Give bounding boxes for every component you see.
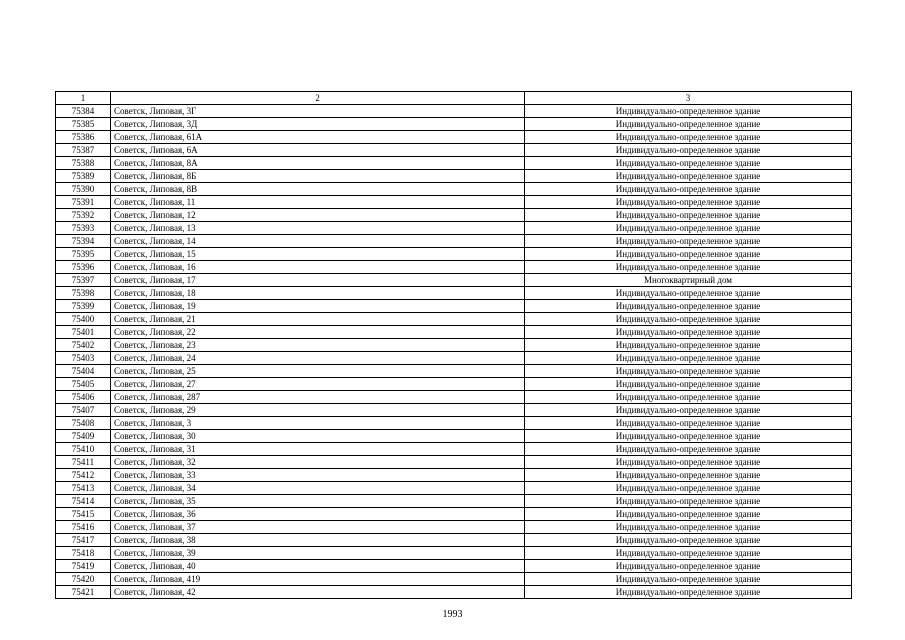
table-row bbox=[56, 222, 852, 235]
cell-address: Советск, Липовая, 14 bbox=[111, 235, 525, 248]
table-row bbox=[56, 209, 852, 222]
cell-address: Советск, Липовая, 24 bbox=[111, 352, 525, 365]
table-row bbox=[56, 430, 852, 443]
table-row bbox=[56, 508, 852, 521]
cell-object-type: Индивидуально-определенное здание bbox=[525, 456, 852, 469]
cell-address: Советск, Липовая, 23 bbox=[111, 339, 525, 352]
cell-address: Советск, Липовая, 31 bbox=[111, 443, 525, 456]
cell-address: Советск, Липовая, 40 bbox=[111, 560, 525, 573]
cell-object-type: Индивидуально-определенное здание bbox=[525, 118, 852, 131]
table-row bbox=[56, 144, 852, 157]
cell-number: 75395 bbox=[56, 248, 111, 261]
cell-object-type: Индивидуально-определенное здание bbox=[525, 144, 852, 157]
cell-number: 75419 bbox=[56, 560, 111, 573]
cell-number: 75392 bbox=[56, 209, 111, 222]
cell-address: Советск, Липовая, 17 bbox=[111, 274, 525, 287]
cell-number: 75412 bbox=[56, 469, 111, 482]
cell-object-type: Индивидуально-определенное здание bbox=[525, 235, 852, 248]
cell-number: 75420 bbox=[56, 573, 111, 586]
cell-number: 75403 bbox=[56, 352, 111, 365]
table-row bbox=[56, 274, 852, 287]
cell-number: 75416 bbox=[56, 521, 111, 534]
cell-address: Советск, Липовая, 27 bbox=[111, 378, 525, 391]
table-row bbox=[56, 404, 852, 417]
cell-address: Советск, Липовая, 419 bbox=[111, 573, 525, 586]
cell-object-type: Индивидуально-определенное здание bbox=[525, 417, 852, 430]
cell-object-type: Индивидуально-определенное здание bbox=[525, 326, 852, 339]
table-row bbox=[56, 248, 852, 261]
cell-number: 75393 bbox=[56, 222, 111, 235]
table-row bbox=[56, 443, 852, 456]
cell-address: Советск, Липовая, 21 bbox=[111, 313, 525, 326]
table-row bbox=[56, 521, 852, 534]
cell-address: Советск, Липовая, 12 bbox=[111, 209, 525, 222]
cell-object-type: Многоквартирный дом bbox=[525, 274, 852, 287]
table-body bbox=[56, 92, 852, 599]
cell-number: 75406 bbox=[56, 391, 111, 404]
cell-object-type: Индивидуально-определенное здание bbox=[525, 352, 852, 365]
cell-address: Советск, Липовая, 42 bbox=[111, 586, 525, 599]
cell-object-type: Индивидуально-определенное здание bbox=[525, 521, 852, 534]
cell-address: Советск, Липовая, 29 bbox=[111, 404, 525, 417]
cell-object-type: Индивидуально-определенное здание bbox=[525, 183, 852, 196]
cell-address: Советск, Липовая, 6А bbox=[111, 144, 525, 157]
cell-address: Советск, Липовая, 33 bbox=[111, 469, 525, 482]
table-row bbox=[56, 365, 852, 378]
table-row bbox=[56, 560, 852, 573]
cell-object-type: Индивидуально-определенное здание bbox=[525, 560, 852, 573]
cell-address: Советск, Липовая, 39 bbox=[111, 547, 525, 560]
table-row bbox=[56, 170, 852, 183]
cell-object-type: Индивидуально-определенное здание bbox=[525, 313, 852, 326]
cell-address: Советск, Липовая, 22 bbox=[111, 326, 525, 339]
table-row bbox=[56, 456, 852, 469]
cell-address: Советск, Липовая, 8В bbox=[111, 183, 525, 196]
cell-address: Советск, Липовая, 3 bbox=[111, 417, 525, 430]
cell-number: 75394 bbox=[56, 235, 111, 248]
cell-address: Советск, Липовая, 30 bbox=[111, 430, 525, 443]
cell-object-type: Индивидуально-определенное здание bbox=[525, 534, 852, 547]
cell-object-type: Индивидуально-определенное здание bbox=[525, 573, 852, 586]
cell-object-type: Индивидуально-определенное здание bbox=[525, 586, 852, 599]
cell-address: Советск, Липовая, 37 bbox=[111, 521, 525, 534]
cell-object-type: Индивидуально-определенное здание bbox=[525, 443, 852, 456]
cell-object-type: Индивидуально-определенное здание bbox=[525, 482, 852, 495]
cell-number: 75405 bbox=[56, 378, 111, 391]
table-row bbox=[56, 261, 852, 274]
cell-number: 75408 bbox=[56, 417, 111, 430]
table-row bbox=[56, 534, 852, 547]
table-row bbox=[56, 313, 852, 326]
cell-number: 75404 bbox=[56, 365, 111, 378]
table-row bbox=[56, 300, 852, 313]
table-row bbox=[56, 378, 852, 391]
cell-object-type: Индивидуально-определенное здание bbox=[525, 495, 852, 508]
cell-number: 75421 bbox=[56, 586, 111, 599]
table-row bbox=[56, 586, 852, 599]
cell-number: 75396 bbox=[56, 261, 111, 274]
cell-address: Советск, Липовая, 34 bbox=[111, 482, 525, 495]
cell-address: Советск, Липовая, 61А bbox=[111, 131, 525, 144]
cell-address: Советск, Липовая, 15 bbox=[111, 248, 525, 261]
cell-object-type: Индивидуально-определенное здание bbox=[525, 430, 852, 443]
cell-address: Советск, Липовая, 18 bbox=[111, 287, 525, 300]
table-row bbox=[56, 547, 852, 560]
cell-address: Советск, Липовая, 16 bbox=[111, 261, 525, 274]
table-row bbox=[56, 339, 852, 352]
cell-object-type: Индивидуально-определенное здание bbox=[525, 391, 852, 404]
cell-address: Советск, Липовая, 32 bbox=[111, 456, 525, 469]
cell-number: 75388 bbox=[56, 157, 111, 170]
cell-number: 75401 bbox=[56, 326, 111, 339]
cell-address: Советск, Липовая, 287 bbox=[111, 391, 525, 404]
cell-number: 75410 bbox=[56, 443, 111, 456]
cell-number: 75386 bbox=[56, 131, 111, 144]
cell-object-type: Индивидуально-определенное здание bbox=[525, 469, 852, 482]
table-row bbox=[56, 352, 852, 365]
cell-object-type: Индивидуально-определенное здание bbox=[525, 300, 852, 313]
cell-object-type: Индивидуально-определенное здание bbox=[525, 131, 852, 144]
cell-number: 75402 bbox=[56, 339, 111, 352]
cell-object-type: Индивидуально-определенное здание bbox=[525, 365, 852, 378]
cell-address: Советск, Липовая, 19 bbox=[111, 300, 525, 313]
table-row bbox=[56, 183, 852, 196]
cell-number: 75411 bbox=[56, 456, 111, 469]
cell-number: 75399 bbox=[56, 300, 111, 313]
cell-address: Советск, Липовая, 3Д bbox=[111, 118, 525, 131]
cell-object-type: Индивидуально-определенное здание bbox=[525, 508, 852, 521]
table-row bbox=[56, 235, 852, 248]
cell-address: Советск, Липовая, 25 bbox=[111, 365, 525, 378]
table-row bbox=[56, 287, 852, 300]
table-row bbox=[56, 157, 852, 170]
cell-number: 75398 bbox=[56, 287, 111, 300]
table-row bbox=[56, 469, 852, 482]
cell-number: 75414 bbox=[56, 495, 111, 508]
cell-object-type: Индивидуально-определенное здание bbox=[525, 209, 852, 222]
cell-number: 75415 bbox=[56, 508, 111, 521]
cell-object-type: Индивидуально-определенное здание bbox=[525, 196, 852, 209]
cell-number: 75389 bbox=[56, 170, 111, 183]
table-row bbox=[56, 573, 852, 586]
column-header-type: 3 bbox=[525, 92, 852, 105]
cell-number: 75384 bbox=[56, 105, 111, 118]
cell-number: 75417 bbox=[56, 534, 111, 547]
registry-table bbox=[55, 91, 852, 599]
cell-number: 75387 bbox=[56, 144, 111, 157]
cell-number: 75407 bbox=[56, 404, 111, 417]
cell-object-type: Индивидуально-определенное здание bbox=[525, 404, 852, 417]
table-row bbox=[56, 105, 852, 118]
cell-object-type: Индивидуально-определенное здание bbox=[525, 248, 852, 261]
table-row bbox=[56, 196, 852, 209]
cell-object-type: Индивидуально-определенное здание bbox=[525, 222, 852, 235]
cell-object-type: Индивидуально-определенное здание bbox=[525, 287, 852, 300]
cell-address: Советск, Липовая, 3Г bbox=[111, 105, 525, 118]
cell-address: Советск, Липовая, 13 bbox=[111, 222, 525, 235]
cell-object-type: Индивидуально-определенное здание bbox=[525, 170, 852, 183]
column-header-number: 1 bbox=[56, 92, 111, 105]
cell-address: Советск, Липовая, 8Б bbox=[111, 170, 525, 183]
cell-address: Советск, Липовая, 38 bbox=[111, 534, 525, 547]
table-row bbox=[56, 131, 852, 144]
cell-number: 75397 bbox=[56, 274, 111, 287]
cell-address: Советск, Липовая, 11 bbox=[111, 196, 525, 209]
table-row bbox=[56, 482, 852, 495]
cell-object-type: Индивидуально-определенное здание bbox=[525, 157, 852, 170]
table-row bbox=[56, 118, 852, 131]
cell-number: 75400 bbox=[56, 313, 111, 326]
column-header-address: 2 bbox=[111, 92, 525, 105]
table-row bbox=[56, 391, 852, 404]
table-row bbox=[56, 495, 852, 508]
table-row bbox=[56, 417, 852, 430]
cell-number: 75418 bbox=[56, 547, 111, 560]
cell-object-type: Индивидуально-определенное здание bbox=[525, 261, 852, 274]
cell-number: 75390 bbox=[56, 183, 111, 196]
cell-number: 75385 bbox=[56, 118, 111, 131]
cell-object-type: Индивидуально-определенное здание bbox=[525, 547, 852, 560]
cell-object-type: Индивидуально-определенное здание bbox=[525, 378, 852, 391]
table-row bbox=[56, 326, 852, 339]
table-header-row bbox=[56, 92, 852, 105]
cell-object-type: Индивидуально-определенное здание bbox=[525, 339, 852, 352]
cell-number: 75391 bbox=[56, 196, 111, 209]
cell-address: Советск, Липовая, 36 bbox=[111, 508, 525, 521]
page-number: 1993 bbox=[442, 609, 463, 620]
cell-number: 75413 bbox=[56, 482, 111, 495]
cell-address: Советск, Липовая, 8А bbox=[111, 157, 525, 170]
cell-address: Советск, Липовая, 35 bbox=[111, 495, 525, 508]
cell-object-type: Индивидуально-определенное здание bbox=[525, 105, 852, 118]
cell-number: 75409 bbox=[56, 430, 111, 443]
